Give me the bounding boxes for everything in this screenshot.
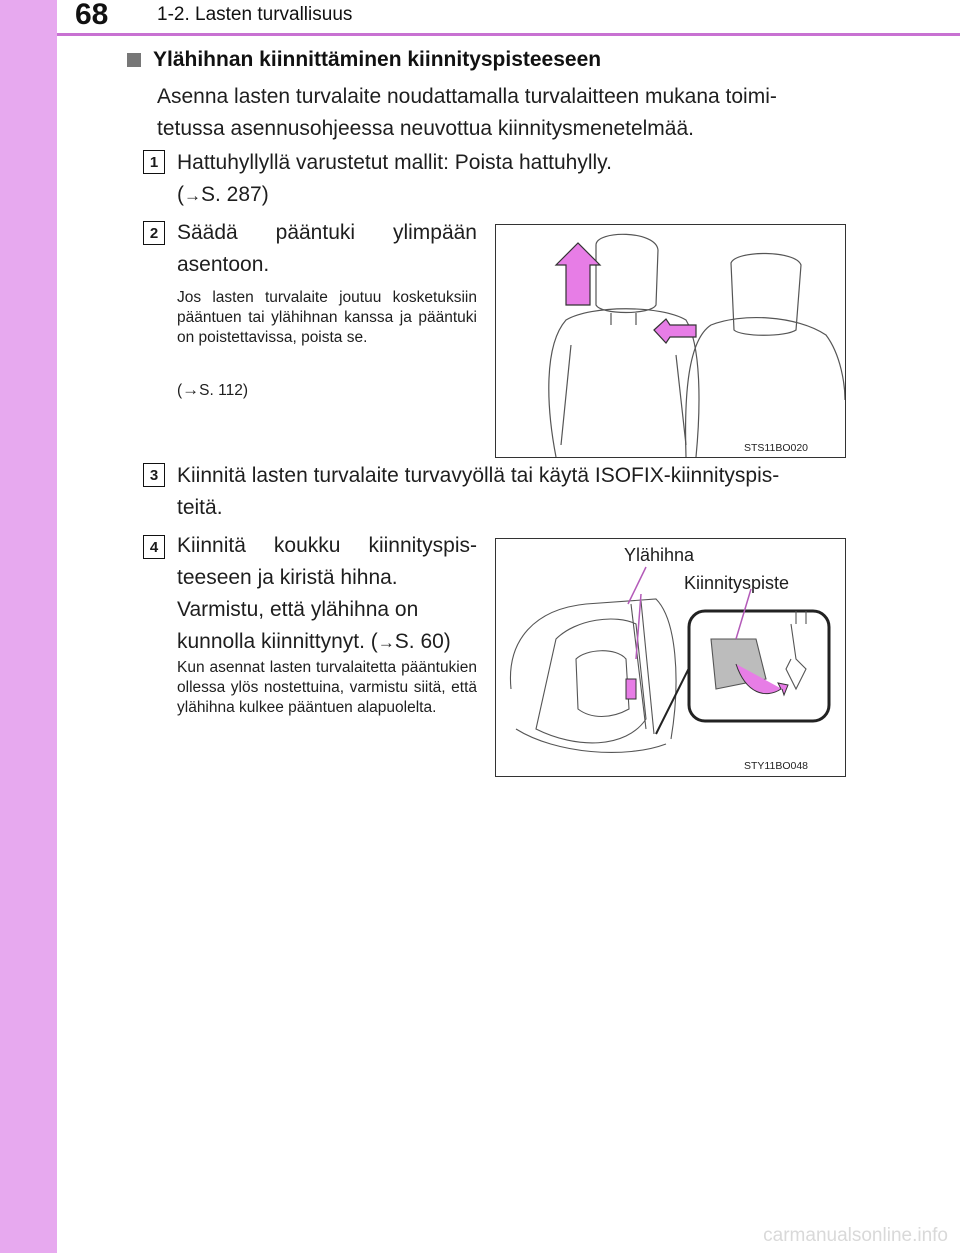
step-2-note: Jos lasten turvalaite joutuu kosketuksiin pääntuen tai ylähihnan kanssa ja pääntuki on poistettavissa, poista se. [177,289,477,346]
arrow-icon: → [184,186,201,205]
step-3-text-2: teitä. [177,496,223,519]
headrest-illustration [496,225,845,457]
page-number: 68 [75,0,109,31]
figure-headrest [495,224,846,458]
intro-line-2: tetussa asennusohjeessa neuvottua kiinnitysmenetelmää. [157,117,694,140]
step-1-number: 1 [143,150,165,174]
step-4-ref-page[interactable]: S. 60) [394,630,451,653]
sidebar-tab [0,0,57,1253]
step-3-number: 3 [143,463,165,487]
step-4-note: Kun asennat lasten turvalaitetta pääntukien ollessa ylös nostettuina, varmistu siitä, että ylähihna kulkee pääntuen alapuolelta. [177,659,477,716]
label-anchor: Kiinnityspiste [684,573,790,593]
tether-illustration [496,539,845,776]
bullet-square-icon [127,53,141,67]
step-1-ref-page[interactable]: S. 287) [201,183,269,206]
step-4-verify-text: Varmistu, että ylähihna on kunnolla kiinnittynyt. ( [177,598,419,653]
header-rule [57,33,960,36]
arrow-icon: → [182,380,200,399]
label-strap: Ylähihna [624,545,695,565]
step-2-ref-page[interactable]: S. 112) [199,382,248,399]
step-1-text: Hattuhyllyllä varustetut mallit: Poista hattuhylly. [177,151,612,174]
section-heading [127,48,601,72]
section-title: 1-2. Lasten turvallisuus [157,4,353,25]
step-2-ref: (→S. 112) [177,380,248,399]
figure-1-code: STS11BO020 [744,442,809,454]
heading-text: Ylähihnan kiinnittäminen kiinnityspisteeseen [153,48,602,71]
intro-line-1: Asenna lasten turvalaite noudattamalla turvalaitteen mukana toimi- [157,85,777,108]
step-4-verify [177,594,487,659]
figure-2-code: STY11BO048 [744,760,809,772]
step-2-text: Säädä pääntuki ylimpään asentoon. [177,221,477,276]
step-3-text: Kiinnitä lasten turvalaite turvavyöllä tai käytä ISOFIX-kiinnityspis- [177,464,780,487]
arrow-icon: → [377,633,395,652]
step-1-ref: (→S. 287) [177,183,269,206]
step-4-text: Kiinnitä koukku kiinnityspisteeseen ja kiristä hihna. [177,534,477,589]
figure-top-tether [495,538,846,777]
watermark: carmanualsonline.info [763,1225,948,1246]
step-4-number: 4 [143,535,165,559]
step-2-number: 2 [143,221,165,245]
